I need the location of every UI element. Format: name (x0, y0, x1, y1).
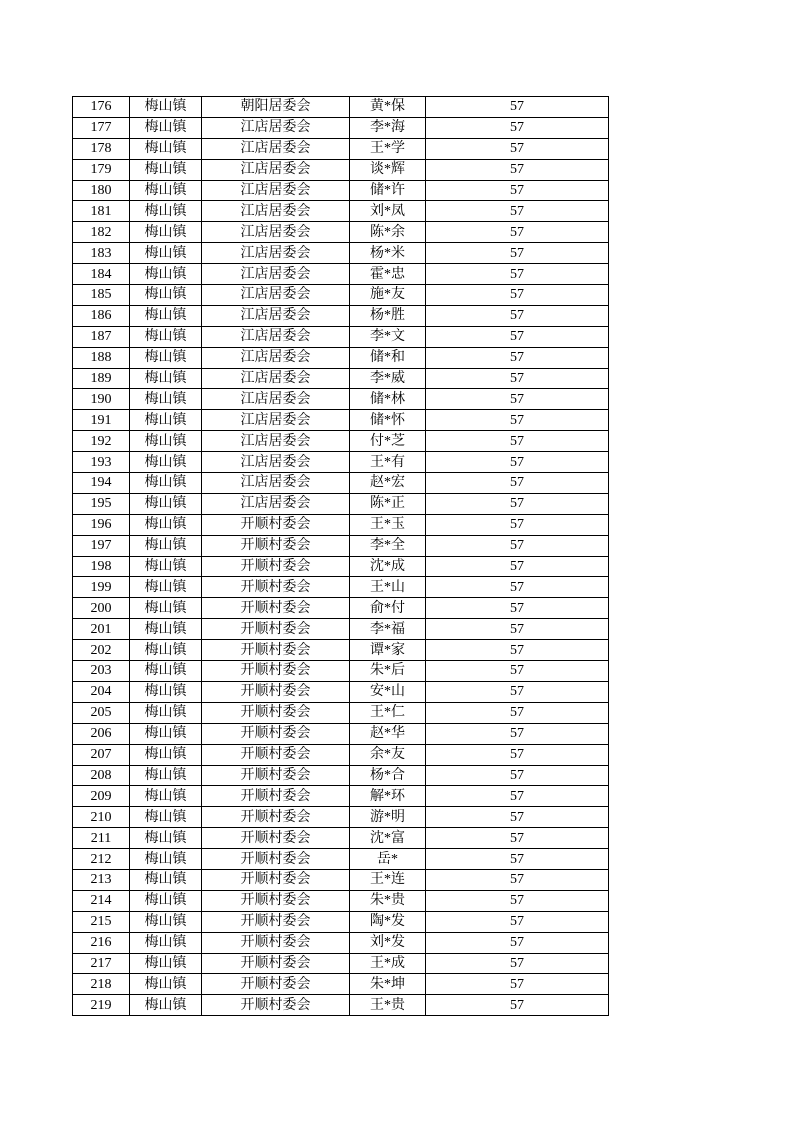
person-name-cell: 付*芝 (350, 431, 426, 452)
value-cell: 57 (426, 222, 609, 243)
table-row (73, 389, 609, 410)
table-row (73, 514, 609, 535)
table-row (73, 932, 609, 953)
town-cell: 梅山镇 (130, 535, 202, 556)
town-cell: 梅山镇 (130, 890, 202, 911)
row-number-cell: 218 (73, 974, 130, 995)
row-number-cell: 210 (73, 807, 130, 828)
town-cell: 梅山镇 (130, 347, 202, 368)
committee-cell: 开顺村委会 (202, 849, 350, 870)
value-cell: 57 (426, 473, 609, 494)
row-number-cell: 188 (73, 347, 130, 368)
committee-cell: 江店居委会 (202, 368, 350, 389)
table-row (73, 661, 609, 682)
roster-table-body (73, 97, 609, 1016)
table-row (73, 117, 609, 138)
committee-cell: 开顺村委会 (202, 681, 350, 702)
person-name-cell: 王*贵 (350, 995, 426, 1016)
committee-cell: 开顺村委会 (202, 995, 350, 1016)
table-row (73, 890, 609, 911)
row-number-cell: 214 (73, 890, 130, 911)
table-row (73, 368, 609, 389)
row-number-cell: 208 (73, 765, 130, 786)
table-row (73, 305, 609, 326)
value-cell: 57 (426, 911, 609, 932)
value-cell: 57 (426, 828, 609, 849)
table-row (73, 911, 609, 932)
row-number-cell: 192 (73, 431, 130, 452)
table-row (73, 849, 609, 870)
row-number-cell: 184 (73, 264, 130, 285)
person-name-cell: 游*明 (350, 807, 426, 828)
person-name-cell: 赵*宏 (350, 473, 426, 494)
committee-cell: 江店居委会 (202, 222, 350, 243)
committee-cell: 江店居委会 (202, 347, 350, 368)
town-cell: 梅山镇 (130, 849, 202, 870)
value-cell: 57 (426, 264, 609, 285)
person-name-cell: 李*威 (350, 368, 426, 389)
town-cell: 梅山镇 (130, 473, 202, 494)
committee-cell: 开顺村委会 (202, 556, 350, 577)
value-cell: 57 (426, 598, 609, 619)
town-cell: 梅山镇 (130, 974, 202, 995)
table-row (73, 452, 609, 473)
person-name-cell: 解*环 (350, 786, 426, 807)
table-row (73, 786, 609, 807)
table-row (73, 619, 609, 640)
committee-cell: 开顺村委会 (202, 702, 350, 723)
table-row (73, 222, 609, 243)
value-cell: 57 (426, 431, 609, 452)
row-number-cell: 194 (73, 473, 130, 494)
committee-cell: 开顺村委会 (202, 640, 350, 661)
value-cell: 57 (426, 389, 609, 410)
table-row (73, 410, 609, 431)
town-cell: 梅山镇 (130, 389, 202, 410)
committee-cell: 开顺村委会 (202, 514, 350, 535)
value-cell: 57 (426, 577, 609, 598)
town-cell: 梅山镇 (130, 702, 202, 723)
value-cell: 57 (426, 723, 609, 744)
row-number-cell: 186 (73, 305, 130, 326)
town-cell: 梅山镇 (130, 995, 202, 1016)
committee-cell: 江店居委会 (202, 410, 350, 431)
person-name-cell: 李*全 (350, 535, 426, 556)
person-name-cell: 赵*华 (350, 723, 426, 744)
town-cell: 梅山镇 (130, 640, 202, 661)
committee-cell: 开顺村委会 (202, 744, 350, 765)
row-number-cell: 212 (73, 849, 130, 870)
value-cell: 57 (426, 702, 609, 723)
table-row (73, 598, 609, 619)
committee-cell: 开顺村委会 (202, 932, 350, 953)
row-number-cell: 205 (73, 702, 130, 723)
person-name-cell: 霍*忠 (350, 264, 426, 285)
table-row (73, 138, 609, 159)
value-cell: 57 (426, 807, 609, 828)
town-cell: 梅山镇 (130, 828, 202, 849)
committee-cell: 江店居委会 (202, 201, 350, 222)
person-name-cell: 朱*坤 (350, 974, 426, 995)
committee-cell: 开顺村委会 (202, 661, 350, 682)
row-number-cell: 176 (73, 97, 130, 118)
table-row (73, 473, 609, 494)
person-name-cell: 王*有 (350, 452, 426, 473)
row-number-cell: 195 (73, 493, 130, 514)
person-name-cell: 储*许 (350, 180, 426, 201)
person-name-cell: 余*友 (350, 744, 426, 765)
committee-cell: 开顺村委会 (202, 890, 350, 911)
committee-cell: 开顺村委会 (202, 619, 350, 640)
value-cell: 57 (426, 201, 609, 222)
committee-cell: 开顺村委会 (202, 786, 350, 807)
value-cell: 57 (426, 869, 609, 890)
table-row (73, 702, 609, 723)
value-cell: 57 (426, 974, 609, 995)
value-cell: 57 (426, 97, 609, 118)
row-number-cell: 203 (73, 661, 130, 682)
committee-cell: 江店居委会 (202, 159, 350, 180)
person-name-cell: 储*林 (350, 389, 426, 410)
table-row (73, 347, 609, 368)
row-number-cell: 177 (73, 117, 130, 138)
person-name-cell: 王*山 (350, 577, 426, 598)
table-row (73, 159, 609, 180)
value-cell: 57 (426, 953, 609, 974)
table-row (73, 243, 609, 264)
committee-cell: 江店居委会 (202, 389, 350, 410)
town-cell: 梅山镇 (130, 661, 202, 682)
table-row (73, 744, 609, 765)
committee-cell: 开顺村委会 (202, 974, 350, 995)
person-name-cell: 李*文 (350, 326, 426, 347)
table-row (73, 264, 609, 285)
row-number-cell: 217 (73, 953, 130, 974)
committee-cell: 江店居委会 (202, 473, 350, 494)
committee-cell: 开顺村委会 (202, 869, 350, 890)
person-name-cell: 俞*付 (350, 598, 426, 619)
town-cell: 梅山镇 (130, 723, 202, 744)
person-name-cell: 安*山 (350, 681, 426, 702)
row-number-cell: 202 (73, 640, 130, 661)
value-cell: 57 (426, 117, 609, 138)
row-number-cell: 216 (73, 932, 130, 953)
committee-cell: 开顺村委会 (202, 723, 350, 744)
person-name-cell: 岳* (350, 849, 426, 870)
row-number-cell: 211 (73, 828, 130, 849)
person-name-cell: 黄*保 (350, 97, 426, 118)
person-name-cell: 储*和 (350, 347, 426, 368)
row-number-cell: 180 (73, 180, 130, 201)
person-name-cell: 陈*正 (350, 493, 426, 514)
table-row (73, 326, 609, 347)
town-cell: 梅山镇 (130, 410, 202, 431)
value-cell: 57 (426, 305, 609, 326)
person-name-cell: 陶*发 (350, 911, 426, 932)
value-cell: 57 (426, 786, 609, 807)
table-row (73, 953, 609, 974)
table-row (73, 681, 609, 702)
table-row (73, 640, 609, 661)
town-cell: 梅山镇 (130, 138, 202, 159)
person-name-cell: 施*友 (350, 285, 426, 306)
row-number-cell: 207 (73, 744, 130, 765)
person-name-cell: 谭*家 (350, 640, 426, 661)
town-cell: 梅山镇 (130, 953, 202, 974)
table-row (73, 577, 609, 598)
town-cell: 梅山镇 (130, 744, 202, 765)
row-number-cell: 191 (73, 410, 130, 431)
town-cell: 梅山镇 (130, 932, 202, 953)
value-cell: 57 (426, 640, 609, 661)
committee-cell: 江店居委会 (202, 243, 350, 264)
value-cell: 57 (426, 661, 609, 682)
value-cell: 57 (426, 243, 609, 264)
table-row (73, 869, 609, 890)
value-cell: 57 (426, 285, 609, 306)
committee-cell: 开顺村委会 (202, 577, 350, 598)
table-row (73, 807, 609, 828)
town-cell: 梅山镇 (130, 201, 202, 222)
committee-cell: 开顺村委会 (202, 911, 350, 932)
table-row (73, 556, 609, 577)
town-cell: 梅山镇 (130, 493, 202, 514)
value-cell: 57 (426, 452, 609, 473)
value-cell: 57 (426, 159, 609, 180)
town-cell: 梅山镇 (130, 514, 202, 535)
person-name-cell: 王*学 (350, 138, 426, 159)
value-cell: 57 (426, 932, 609, 953)
person-name-cell: 李*海 (350, 117, 426, 138)
table-row (73, 285, 609, 306)
value-cell: 57 (426, 765, 609, 786)
row-number-cell: 183 (73, 243, 130, 264)
value-cell: 57 (426, 619, 609, 640)
person-name-cell: 王*玉 (350, 514, 426, 535)
table-row (73, 723, 609, 744)
row-number-cell: 197 (73, 535, 130, 556)
row-number-cell: 199 (73, 577, 130, 598)
person-name-cell: 杨*合 (350, 765, 426, 786)
row-number-cell: 193 (73, 452, 130, 473)
row-number-cell: 215 (73, 911, 130, 932)
town-cell: 梅山镇 (130, 807, 202, 828)
person-name-cell: 朱*后 (350, 661, 426, 682)
committee-cell: 江店居委会 (202, 117, 350, 138)
person-name-cell: 杨*米 (350, 243, 426, 264)
person-name-cell: 刘*凤 (350, 201, 426, 222)
committee-cell: 江店居委会 (202, 264, 350, 285)
town-cell: 梅山镇 (130, 911, 202, 932)
town-cell: 梅山镇 (130, 619, 202, 640)
town-cell: 梅山镇 (130, 264, 202, 285)
town-cell: 梅山镇 (130, 117, 202, 138)
value-cell: 57 (426, 535, 609, 556)
table-row (73, 431, 609, 452)
town-cell: 梅山镇 (130, 786, 202, 807)
value-cell: 57 (426, 180, 609, 201)
row-number-cell: 204 (73, 681, 130, 702)
row-number-cell: 190 (73, 389, 130, 410)
table-row (73, 201, 609, 222)
town-cell: 梅山镇 (130, 452, 202, 473)
row-number-cell: 181 (73, 201, 130, 222)
row-number-cell: 201 (73, 619, 130, 640)
value-cell: 57 (426, 410, 609, 431)
value-cell: 57 (426, 326, 609, 347)
row-number-cell: 219 (73, 995, 130, 1016)
town-cell: 梅山镇 (130, 368, 202, 389)
row-number-cell: 189 (73, 368, 130, 389)
value-cell: 57 (426, 493, 609, 514)
value-cell: 57 (426, 347, 609, 368)
town-cell: 梅山镇 (130, 222, 202, 243)
table-row (73, 828, 609, 849)
row-number-cell: 179 (73, 159, 130, 180)
committee-cell: 开顺村委会 (202, 765, 350, 786)
committee-cell: 开顺村委会 (202, 953, 350, 974)
row-number-cell: 209 (73, 786, 130, 807)
row-number-cell: 187 (73, 326, 130, 347)
committee-cell: 江店居委会 (202, 305, 350, 326)
table-row (73, 97, 609, 118)
town-cell: 梅山镇 (130, 285, 202, 306)
person-name-cell: 沈*成 (350, 556, 426, 577)
town-cell: 梅山镇 (130, 577, 202, 598)
town-cell: 梅山镇 (130, 326, 202, 347)
value-cell: 57 (426, 849, 609, 870)
row-number-cell: 213 (73, 869, 130, 890)
town-cell: 梅山镇 (130, 556, 202, 577)
person-name-cell: 李*福 (350, 619, 426, 640)
town-cell: 梅山镇 (130, 97, 202, 118)
town-cell: 梅山镇 (130, 159, 202, 180)
committee-cell: 开顺村委会 (202, 598, 350, 619)
person-name-cell: 谈*辉 (350, 159, 426, 180)
person-name-cell: 王*连 (350, 869, 426, 890)
roster-table (72, 96, 609, 1016)
town-cell: 梅山镇 (130, 243, 202, 264)
value-cell: 57 (426, 890, 609, 911)
row-number-cell: 198 (73, 556, 130, 577)
committee-cell: 朝阳居委会 (202, 97, 350, 118)
row-number-cell: 206 (73, 723, 130, 744)
table-row (73, 493, 609, 514)
value-cell: 57 (426, 138, 609, 159)
row-number-cell: 200 (73, 598, 130, 619)
table-row (73, 535, 609, 556)
row-number-cell: 182 (73, 222, 130, 243)
town-cell: 梅山镇 (130, 431, 202, 452)
person-name-cell: 陈*余 (350, 222, 426, 243)
value-cell: 57 (426, 744, 609, 765)
person-name-cell: 刘*发 (350, 932, 426, 953)
committee-cell: 江店居委会 (202, 180, 350, 201)
row-number-cell: 178 (73, 138, 130, 159)
committee-cell: 开顺村委会 (202, 828, 350, 849)
committee-cell: 江店居委会 (202, 285, 350, 306)
committee-cell: 江店居委会 (202, 138, 350, 159)
value-cell: 57 (426, 368, 609, 389)
town-cell: 梅山镇 (130, 305, 202, 326)
row-number-cell: 185 (73, 285, 130, 306)
value-cell: 57 (426, 556, 609, 577)
committee-cell: 江店居委会 (202, 493, 350, 514)
town-cell: 梅山镇 (130, 681, 202, 702)
town-cell: 梅山镇 (130, 180, 202, 201)
committee-cell: 开顺村委会 (202, 535, 350, 556)
table-row (73, 995, 609, 1016)
person-name-cell: 杨*胜 (350, 305, 426, 326)
person-name-cell: 沈*富 (350, 828, 426, 849)
table-row (73, 180, 609, 201)
person-name-cell: 朱*贵 (350, 890, 426, 911)
value-cell: 57 (426, 681, 609, 702)
person-name-cell: 王*仁 (350, 702, 426, 723)
committee-cell: 开顺村委会 (202, 807, 350, 828)
town-cell: 梅山镇 (130, 598, 202, 619)
town-cell: 梅山镇 (130, 765, 202, 786)
value-cell: 57 (426, 514, 609, 535)
row-number-cell: 196 (73, 514, 130, 535)
committee-cell: 江店居委会 (202, 452, 350, 473)
town-cell: 梅山镇 (130, 869, 202, 890)
committee-cell: 江店居委会 (202, 431, 350, 452)
table-row (73, 765, 609, 786)
person-name-cell: 王*成 (350, 953, 426, 974)
value-cell: 57 (426, 995, 609, 1016)
person-name-cell: 储*怀 (350, 410, 426, 431)
committee-cell: 江店居委会 (202, 326, 350, 347)
table-row (73, 974, 609, 995)
